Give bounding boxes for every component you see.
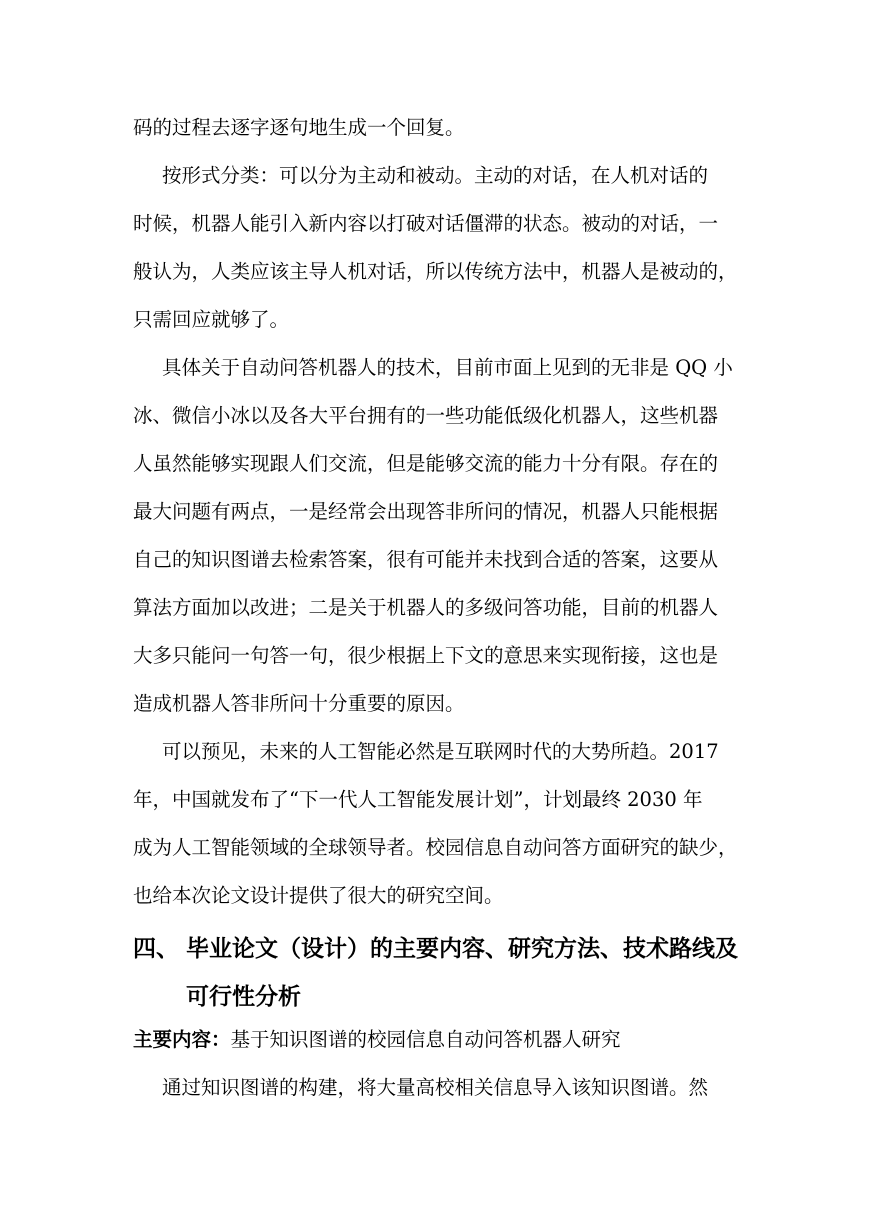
main-content-label: 主要内容： bbox=[133, 1028, 231, 1051]
paragraph-line: 自己的知识图谱去检索答案，很有可能并未找到合适的答案，这要从 bbox=[133, 548, 719, 571]
paragraph-line: 具体关于自动问答机器人的技术，目前市面上见到的无非是 QQ 小 bbox=[162, 356, 733, 379]
section-title: 毕业论文（设计）的主要内容、研究方法、技术路线及 bbox=[186, 936, 738, 962]
section-number: 四、 bbox=[133, 936, 179, 962]
paragraph-line: 码的过程去逐字逐句地生成一个回复。 bbox=[133, 116, 465, 139]
paragraph-line: 造成机器人答非所问十分重要的原因。 bbox=[133, 692, 465, 715]
paragraph-line: 人虽然能够实现跟人们交流，但是能够交流的能力十分有限。存在的 bbox=[133, 452, 719, 475]
paragraph-line: 时候，机器人能引入新内容以打破对话僵滞的状态。被动的对话，一 bbox=[133, 212, 719, 235]
paragraph-line: 通过知识图谱的构建，将大量高校相关信息导入该知识图谱。然 bbox=[162, 1076, 709, 1099]
paragraph-text: 按形式分类：可以分为主动和被动。主动的对话，在人机对话的 bbox=[162, 164, 709, 187]
paragraph-line: 可以预见，未来的人工智能必然是互联网时代的大势所趋。2017 bbox=[162, 740, 719, 763]
paragraph-line: 大多只能问一句答一句，很少根据上下文的意思来实现衔接，这也是 bbox=[133, 644, 719, 667]
main-content-line bbox=[133, 1028, 621, 1052]
main-content-text: 基于知识图谱的校园信息自动问答机器人研究 bbox=[230, 1028, 621, 1051]
paragraph-line: 最大问题有两点，一是经常会出现答非所问的情况，机器人只能根据 bbox=[133, 500, 719, 523]
paragraph-line: 成为人工智能领域的全球领导者。校园信息自动问答方面研究的缺少， bbox=[133, 836, 738, 859]
paragraph-line: 只需回应就够了。 bbox=[133, 308, 290, 331]
paragraph-line: 年，中国就发布了“下一代人工智能发展计划”，计划最终 2030 年 bbox=[133, 788, 703, 811]
section-heading bbox=[0, 934, 869, 964]
paragraph-line: 也给本次论文设计提供了很大的研究空间。 bbox=[133, 884, 504, 907]
section-title-continued: 可行性分析 bbox=[186, 984, 301, 1010]
paragraph-line: 冰、微信小冰以及各大平台拥有的一些功能低级化机器人，这些机器 bbox=[133, 404, 719, 427]
paragraph-line bbox=[162, 164, 736, 188]
paragraph-line: 般认为，人类应该主导人机对话，所以传统方法中，机器人是被动的， bbox=[133, 260, 738, 283]
paragraph-line: 算法方面加以改进；二是关于机器人的多级问答功能，目前的机器人 bbox=[133, 596, 719, 619]
